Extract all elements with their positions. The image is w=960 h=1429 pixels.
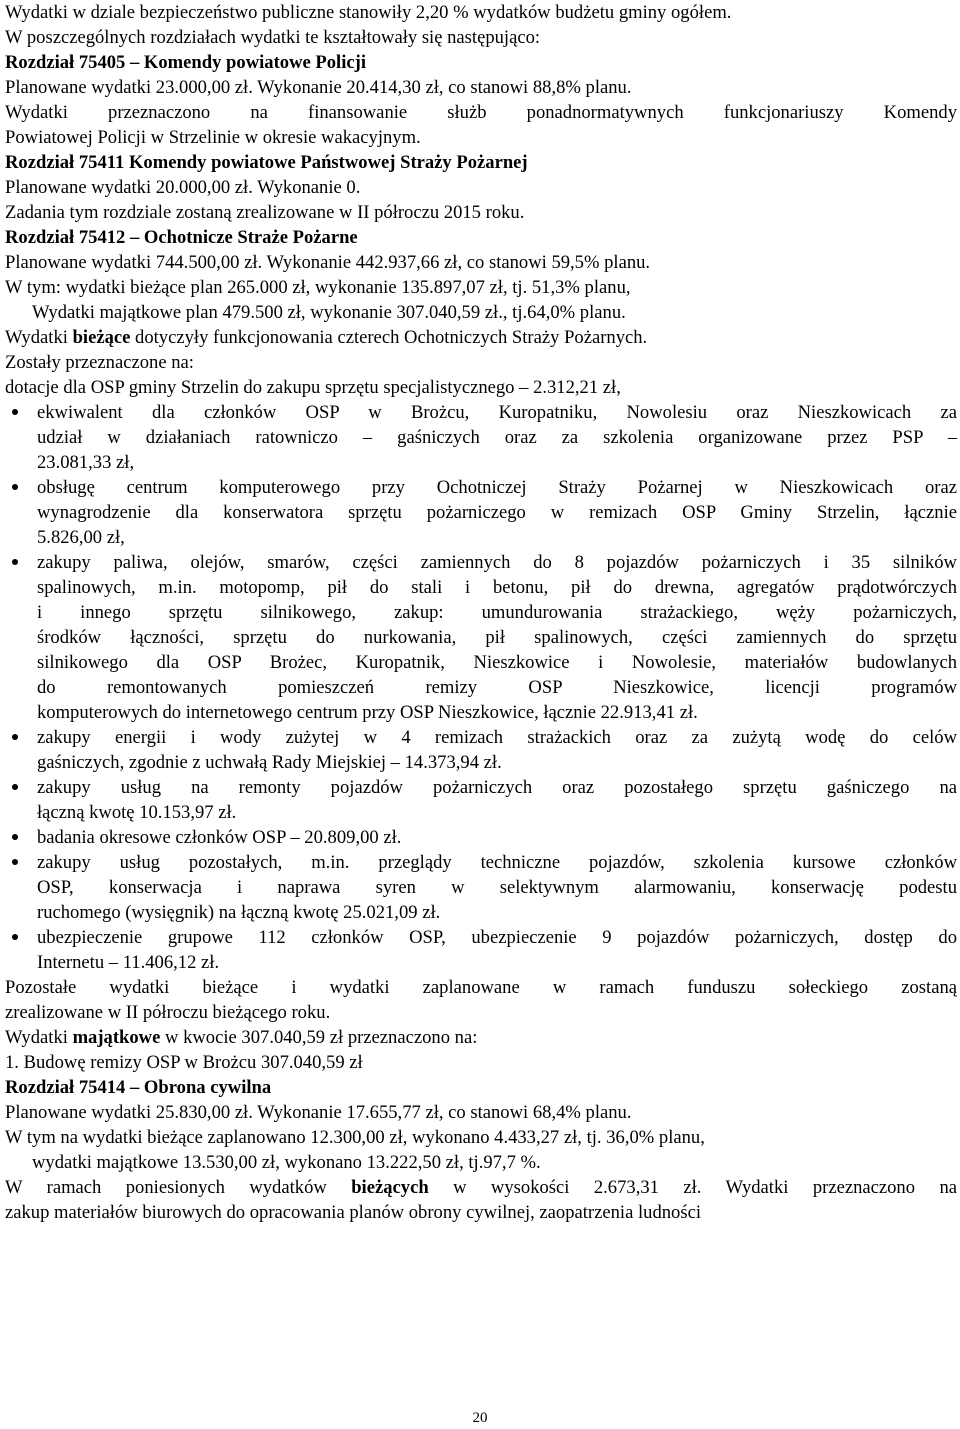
text-line: zakup materiałów biurowych do opracowania planów obrony cywilnej, zaopatrzenia ludności xyxy=(5,1202,701,1223)
bullet-icon xyxy=(12,734,18,740)
text-span: i wydatki zaplanowane w ramach funduszu sołeckiego zostaną xyxy=(258,977,957,998)
text-line: Wydatki w dziale bezpieczeństwo publiczne stanowiły 2,20 % wydatków budżetu gminy ogółem. xyxy=(5,2,732,23)
text-line: zrealizowane w II półroczu bieżącego roku. xyxy=(5,1002,331,1023)
list-item xyxy=(5,850,957,925)
text-line: 5.826,00 zł, xyxy=(37,527,125,548)
list-item xyxy=(5,725,957,775)
text-line: OSP, konserwacja i naprawa syren w selektywnym alarmowaniu, konserwację podestu xyxy=(37,877,957,898)
text-line: ubezpieczenie grupowe 112 członków OSP, ubezpieczenie 9 pojazdów pożarniczych, dostęp do xyxy=(37,927,957,948)
bullet-icon xyxy=(12,559,18,565)
bullet-icon xyxy=(12,484,18,490)
list-item xyxy=(5,400,957,475)
text-line: środków łączności, sprzętu do nurkowania, pił spalinowych, części zamiennych do sprzętu xyxy=(37,627,957,648)
text-span: Pozostałe wydatki xyxy=(5,977,203,998)
text-line: łączną kwotę 10.153,97 zł. xyxy=(37,802,237,823)
text-span: bieżące xyxy=(202,977,259,998)
text-line: wynagrodzenie dla konserwatora sprzętu pożarniczego w remizach OSP Gminy Strzelin, łącznie xyxy=(37,502,957,523)
text-span: dotyczyły funkcjonowania czterech Ochotniczych Straży Pożarnych. xyxy=(130,327,648,348)
text-line: W tym na wydatki bieżące zaplanowano 12.300,00 zł, wykonano 4.433,27 zł, tj. 36,0% planu, xyxy=(5,1127,705,1148)
text-line: Planowane wydatki 744.500,00 zł. Wykonanie 442.937,66 zł, co stanowi 59,5% planu. xyxy=(5,252,651,273)
text-line: zakupy paliwa, olejów, smarów, części zamiennych do 8 pojazdów pożarniczych i 35 silników xyxy=(37,552,957,573)
bullet-icon xyxy=(12,934,18,940)
bullet-icon xyxy=(12,859,18,865)
list-item xyxy=(5,825,957,850)
text-line: Wydatki przeznaczono na finansowanie służb ponadnormatywnych funkcjonariuszy Komendy xyxy=(5,102,957,123)
text-line: gaśniczych, zgodnie z uchwałą Rady Miejskiej – 14.373,94 zł. xyxy=(37,752,502,773)
emphasis-text: bieżących xyxy=(351,1177,429,1198)
text-line: komputerowych do internetowego centrum przy OSP Nieszkowice, łącznie 22.913,41 zł. xyxy=(37,702,698,723)
text-line: obsługę centrum komputerowego przy Ochotniczej Straży Pożarnej w Nieszkowicach oraz xyxy=(37,477,957,498)
list-item xyxy=(5,925,957,975)
text-span: Wydatki xyxy=(5,1027,73,1048)
text-line xyxy=(5,1025,957,1050)
section-heading-75405: Rozdział 75405 – Komendy powiatowe Policji xyxy=(5,52,366,73)
emphasis-text: majątkowe xyxy=(72,1027,161,1048)
text-line: Zostały przeznaczone na: xyxy=(5,352,194,373)
text-line xyxy=(5,1175,957,1200)
section-heading-75412: Rozdział 75412 – Ochotnicze Straże Pożarne xyxy=(5,227,358,248)
text-line: Powiatowej Policji w Strzelinie w okresie wakacyjnym. xyxy=(5,127,421,148)
text-line: do remontowanych pomieszczeń remizy OSP Nieszkowice, licencji programów xyxy=(37,677,957,698)
bullet-list xyxy=(5,400,957,975)
list-item xyxy=(5,775,957,825)
text-span: w wysokości 2.673,31 zł. Wydatki przeznaczono na xyxy=(428,1177,957,1198)
text-line xyxy=(5,975,957,1000)
text-line: Zadania tym rozdziale zostaną zrealizowane w II półroczu 2015 roku. xyxy=(5,202,525,223)
text-line: ekwiwalent dla członków OSP w Brożcu, Kuropatniku, Nowolesiu oraz Nieszkowicach za xyxy=(37,402,957,423)
text-line: dotacje dla OSP gminy Strzelin do zakupu sprzętu specjalistycznego – 2.312,21 zł, xyxy=(5,377,621,398)
text-span: W ramach poniesionych wydatków xyxy=(5,1177,352,1198)
bullet-icon xyxy=(12,834,18,840)
text-line xyxy=(5,325,957,350)
text-line: zakupy energii i wody zużytej w 4 remizach strażackich oraz za zużytą wodę do celów xyxy=(37,727,957,748)
section-heading-75411: Rozdział 75411 Komendy powiatowe Państwowej Straży Pożarnej xyxy=(5,152,528,173)
page-number: 20 xyxy=(472,1410,488,1426)
text-line: Planowane wydatki 25.830,00 zł. Wykonanie 17.655,77 zł, co stanowi 68,4% planu. xyxy=(5,1102,632,1123)
text-line: i innego sprzętu silnikowego, zakup: umundurowania strażackiego, węży pożarniczych, xyxy=(37,602,957,623)
text-line: zakupy usług na remonty pojazdów pożarniczych oraz pozostałego sprzętu gaśniczego na xyxy=(37,777,957,798)
text-line: ruchomego (wysięgnik) na łączną kwotę 25.021,09 zł. xyxy=(37,902,441,923)
text-span: w kwocie 307.040,59 zł przeznaczono na: xyxy=(160,1027,478,1048)
emphasis-text: bieżące xyxy=(72,327,131,348)
text-line: Planowane wydatki 23.000,00 zł. Wykonanie 20.414,30 zł, co stanowi 88,8% planu. xyxy=(5,77,632,98)
text-line: badania okresowe członków OSP – 20.809,00 zł. xyxy=(37,827,402,848)
bullet-icon xyxy=(12,409,18,415)
list-item xyxy=(5,475,957,550)
text-line: Wydatki majątkowe plan 479.500 zł, wykonanie 307.040,59 zł., tj.64,0% planu. xyxy=(32,302,626,323)
text-line: Internetu – 11.406,12 zł. xyxy=(37,952,220,973)
bullet-icon xyxy=(12,784,18,790)
text-line: spalinowych, m.in. motopomp, pił do stali i betonu, pił do drewna, agregatów prądotwórczych xyxy=(37,577,957,598)
text-line: W poszczególnych rozdziałach wydatki te kształtowały się następująco: xyxy=(5,27,541,48)
document-page xyxy=(5,0,957,1225)
text-line: zakupy usług pozostałych, m.in. przeglądy techniczne pojazdów, szkolenia kursowe członków xyxy=(37,852,957,873)
list-item xyxy=(5,550,957,725)
text-line: udział w działaniach ratowniczo – gaśniczych oraz za szkolenia organizowane przez PSP – xyxy=(37,427,957,448)
text-line: silnikowego dla OSP Brożec, Kuropatnik, Nieszkowice i Nowolesie, materiałów budowlanych xyxy=(37,652,957,673)
text-line: 23.081,33 zł, xyxy=(37,452,135,473)
section-heading-75414: Rozdział 75414 – Obrona cywilna xyxy=(5,1077,272,1098)
text-span: Wydatki xyxy=(5,327,73,348)
text-line: Planowane wydatki 20.000,00 zł. Wykonanie 0. xyxy=(5,177,361,198)
text-line: wydatki majątkowe 13.530,00 zł, wykonano 13.222,50 zł, tj.97,7 %. xyxy=(32,1152,541,1173)
text-line: 1. Budowę remizy OSP w Brożcu 307.040,59 zł xyxy=(5,1052,363,1073)
text-line: W tym: wydatki bieżące plan 265.000 zł, wykonanie 135.897,07 zł, tj. 51,3% planu, xyxy=(5,277,631,298)
